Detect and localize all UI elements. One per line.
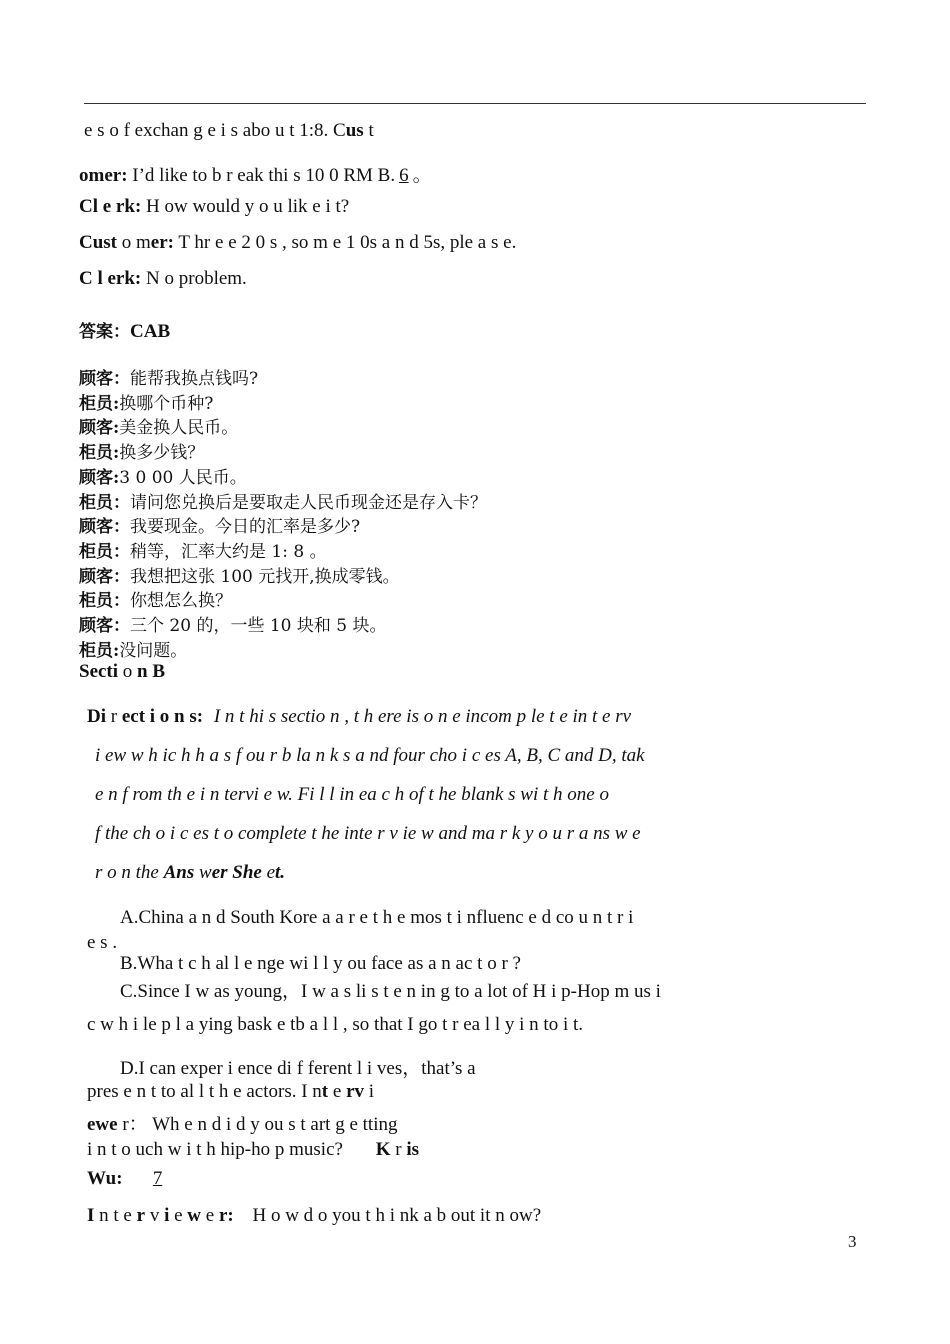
translation-text: 3 0 00 人民币。 bbox=[119, 467, 247, 488]
dialogue-text: i n t o uch w i t h hip-ho p music? bbox=[87, 1139, 343, 1160]
speaker-label: 顾客: bbox=[79, 467, 120, 488]
speaker-label: ewe bbox=[87, 1114, 118, 1135]
directions-text: f the ch o i c es t o complete t he inte r v ie w and ma r k y o u r a ns w e bbox=[95, 823, 641, 844]
translation-line bbox=[79, 636, 187, 661]
translation-line bbox=[79, 586, 232, 611]
translation-line bbox=[79, 463, 247, 488]
translation-line bbox=[79, 488, 487, 513]
translation-line bbox=[79, 438, 204, 463]
kris-wu-line bbox=[87, 1168, 193, 1190]
speaker-label: Cust bbox=[79, 232, 118, 253]
dialogue-text: H o w d o you t h i nk a b out it n ow? bbox=[252, 1205, 542, 1226]
speaker-label: 柜员： bbox=[79, 541, 130, 562]
interviewer-line-2: i n t o uch w i t h hip-ho p music? K r is bbox=[87, 1139, 419, 1160]
translation-text: 美金换人民币。 bbox=[119, 418, 239, 439]
option-a: A.China a n d South Kore a a r e t h e mos t i nfluenc e d co u n t r i bbox=[120, 907, 634, 928]
translation-text: 换多少钱？ bbox=[119, 443, 205, 464]
translation-line bbox=[79, 413, 238, 438]
dialogue-text: e s o f exchan g e i s abo u t 1:8. C bbox=[84, 120, 346, 141]
option-d-cont: pres e n t to al l t h e actors. I nt e rv i bbox=[87, 1081, 375, 1102]
directions-text: e n f rom th e i n tervi e w. Fi l l in ea c h of t he blank s wi t h one o bbox=[95, 784, 609, 805]
dialogue-line-1 bbox=[84, 120, 374, 142]
option-b: B.Wha t c h al l e nge wi l l y ou face as a n ac t o r ? bbox=[120, 953, 521, 974]
translation-text: 没问题。 bbox=[119, 640, 188, 661]
translation-line bbox=[79, 512, 360, 537]
dialogue-line-5 bbox=[79, 268, 247, 290]
dialogue-line-2 bbox=[79, 160, 432, 187]
speaker-label: 柜员: bbox=[79, 443, 120, 464]
translation-line bbox=[79, 611, 387, 636]
option-c-cont: c w h i le p l a ying bask e tb a l l , so that I go t r ea l l y i n to i t. bbox=[87, 1014, 584, 1035]
directions-text: i ew w h ic h h a s f ou r b la n k s a nd four cho i c es A, B, C and D, tak bbox=[95, 745, 645, 766]
answer-blank-7: 7 bbox=[152, 1168, 163, 1189]
translation-text: 请问您兑换后是要取走人民币现金还是存入卡？ bbox=[130, 492, 487, 513]
directions-text: I n t hi s sectio n , t h ere is o n e incom p le t e in t e rv bbox=[213, 706, 632, 727]
answer-line bbox=[79, 317, 170, 343]
dialogue-line-4 bbox=[79, 232, 516, 254]
speaker-label: k: bbox=[124, 196, 142, 217]
speaker-label: erk: bbox=[107, 268, 142, 289]
answer-blank-6: 6 bbox=[399, 165, 409, 186]
speaker-label: er: bbox=[150, 232, 174, 253]
translation-line bbox=[79, 562, 400, 587]
speaker-label: 柜员: bbox=[79, 640, 120, 661]
dialogue-line-3 bbox=[79, 196, 349, 218]
speaker-label: 顾客： bbox=[79, 517, 130, 538]
translation-line bbox=[79, 389, 213, 414]
dialogue-text: Wh e n d i d y ou s t art g e tting bbox=[152, 1114, 398, 1135]
speaker-label: K bbox=[375, 1139, 391, 1160]
speaker-label: 柜员： bbox=[79, 591, 130, 612]
interviewer-line-1: ewe r： Wh e n d i d y ou s t art g e tting bbox=[87, 1114, 398, 1135]
option-a-cont: e s . bbox=[87, 932, 118, 953]
speaker-label: Cl e r bbox=[79, 196, 125, 217]
speaker-label: 顾客： bbox=[79, 616, 130, 636]
dialogue-text: N o problem. bbox=[146, 268, 247, 289]
page-number: 3 bbox=[848, 1232, 857, 1251]
translation-text: 稍等，汇率大约是 1: 8 。 bbox=[130, 541, 327, 562]
option-d: D.I can exper i ence di f ferent l i ves，that’s a bbox=[120, 1058, 476, 1079]
speaker-label: Wu: bbox=[87, 1168, 123, 1189]
translation-line bbox=[79, 537, 327, 562]
translation-line bbox=[79, 364, 258, 389]
dialogue-text: H ow would y o u lik e i t? bbox=[146, 196, 350, 217]
translation-text: 换哪个币种? bbox=[119, 393, 214, 414]
translation-text: 我想把这张 100 元找开,换成零钱。 bbox=[130, 566, 400, 587]
speaker-label: 顾客： bbox=[79, 369, 130, 389]
speaker-fragment: us bbox=[345, 120, 364, 141]
speaker-label: 柜员： bbox=[79, 492, 130, 513]
speaker-label: 顾客: bbox=[79, 418, 120, 439]
translation-text: 能帮我换点钱吗? bbox=[130, 369, 259, 389]
answer-label: 答案： bbox=[79, 322, 130, 342]
dialogue-text: T hr e e 2 0 s , so m e 1 0s a n d 5s, ple a s e. bbox=[178, 232, 517, 253]
translation-text: 三个 20 的，一些 10 块和 5 块。 bbox=[130, 616, 387, 636]
section-b-heading: Secti o n B bbox=[79, 661, 166, 682]
header-rule bbox=[84, 103, 866, 104]
directions-line-5: r o n the Ans wer She et. bbox=[95, 862, 286, 883]
translation-text: 我要现金。今日的汇率是多少? bbox=[130, 517, 361, 538]
directions-line-1: Di r ect i o n s: I n t hi s sectio n , t h ere is o n e incom p le t e in t e rv bbox=[87, 706, 632, 727]
dialogue-text: 。 bbox=[412, 165, 432, 186]
translation-text: 你想怎么换？ bbox=[130, 591, 232, 612]
directions-label: Di bbox=[87, 706, 106, 727]
dialogue-text: I’d like to b r eak thi s 10 0 RM B. bbox=[132, 165, 396, 186]
speaker-fragment: o m bbox=[121, 232, 151, 253]
speaker-label: C l bbox=[79, 268, 103, 289]
interviewer-line-3: I n t e r v i e w e r: H o w d o you t h i nk a b out it n ow? bbox=[87, 1205, 542, 1226]
option-c: C.Since I w as young，I w a s li s t e n in g to a lot of H i p-Hop m us i bbox=[120, 981, 661, 1002]
speaker-label: 顾客： bbox=[79, 566, 130, 587]
answer-value: CAB bbox=[130, 321, 171, 342]
speaker-fragment: t bbox=[368, 120, 374, 141]
speaker-label: 柜员: bbox=[79, 393, 120, 414]
speaker-label: omer: bbox=[79, 165, 128, 186]
